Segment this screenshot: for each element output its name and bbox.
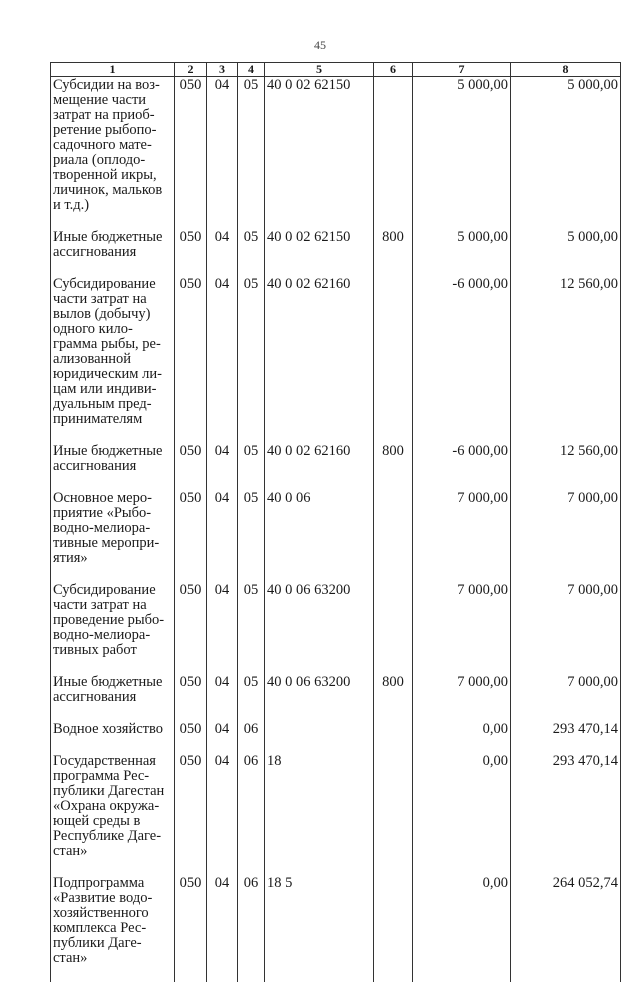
spacer-cell	[413, 966, 511, 982]
spacer-cell	[374, 566, 413, 582]
spacer-cell	[51, 966, 175, 982]
row-name: Субсидирование части затрат на проведение рыбо- водно-мелиора- тивных работ	[51, 582, 175, 658]
spacer-cell	[175, 260, 207, 276]
table-body	[51, 77, 621, 982]
row-subsection-code: 05	[238, 490, 265, 566]
row-ministry-code: 050	[175, 229, 207, 260]
spacer-cell	[374, 260, 413, 276]
spacer-cell	[51, 705, 175, 721]
row-total-amount: 7 000,00	[511, 490, 621, 566]
spacer-cell	[413, 566, 511, 582]
row-section-code: 04	[207, 674, 238, 705]
spacer-cell	[511, 859, 621, 875]
spacer-cell	[413, 705, 511, 721]
header-col-6: 6	[374, 63, 413, 77]
row-total-amount: 293 470,14	[511, 721, 621, 737]
table-row	[51, 753, 621, 859]
spacer-cell	[374, 213, 413, 229]
row-change-amount: -6 000,00	[413, 276, 511, 427]
row-subsection-code: 06	[238, 721, 265, 737]
table-row	[51, 229, 621, 260]
row-change-amount: 0,00	[413, 875, 511, 966]
spacer-cell	[207, 966, 238, 982]
spacer-cell	[413, 859, 511, 875]
row-total-amount: 7 000,00	[511, 582, 621, 658]
row-target-article: 18 5	[265, 875, 374, 966]
header-col-7: 7	[413, 63, 511, 77]
spacer-cell	[511, 260, 621, 276]
row-subsection-code: 05	[238, 674, 265, 705]
row-expense-type: 800	[374, 443, 413, 474]
spacer-cell	[175, 705, 207, 721]
row-change-amount: 7 000,00	[413, 582, 511, 658]
spacer-cell	[175, 566, 207, 582]
spacer-cell	[374, 859, 413, 875]
spacer-cell	[175, 966, 207, 982]
row-subsection-code: 05	[238, 276, 265, 427]
row-spacer	[51, 260, 621, 276]
row-expense-type	[374, 753, 413, 859]
row-section-code: 04	[207, 276, 238, 427]
row-ministry-code: 050	[175, 582, 207, 658]
spacer-cell	[511, 474, 621, 490]
row-spacer	[51, 859, 621, 875]
spacer-cell	[265, 658, 374, 674]
table-row	[51, 443, 621, 474]
row-subsection-code: 05	[238, 229, 265, 260]
row-name: Водное хозяйство	[51, 721, 175, 737]
row-spacer	[51, 474, 621, 490]
spacer-cell	[413, 427, 511, 443]
row-ministry-code: 050	[175, 875, 207, 966]
row-target-article: 40 0 02 62150	[265, 229, 374, 260]
spacer-cell	[238, 859, 265, 875]
spacer-cell	[207, 859, 238, 875]
row-ministry-code: 050	[175, 490, 207, 566]
spacer-cell	[413, 737, 511, 753]
row-name: Иные бюджетные ассигнования	[51, 674, 175, 705]
row-expense-type: 800	[374, 674, 413, 705]
row-spacer	[51, 705, 621, 721]
spacer-cell	[51, 213, 175, 229]
spacer-cell	[265, 566, 374, 582]
spacer-cell	[413, 213, 511, 229]
row-change-amount: 7 000,00	[413, 490, 511, 566]
row-total-amount: 5 000,00	[511, 229, 621, 260]
table-row	[51, 582, 621, 658]
spacer-cell	[207, 474, 238, 490]
row-subsection-code: 05	[238, 582, 265, 658]
budget-table	[50, 62, 621, 982]
row-total-amount: 293 470,14	[511, 753, 621, 859]
row-subsection-code: 06	[238, 875, 265, 966]
row-spacer	[51, 658, 621, 674]
spacer-cell	[238, 658, 265, 674]
table-row	[51, 77, 621, 214]
spacer-cell	[265, 966, 374, 982]
row-change-amount: -6 000,00	[413, 443, 511, 474]
row-expense-type	[374, 582, 413, 658]
row-target-article: 40 0 02 62160	[265, 443, 374, 474]
spacer-cell	[238, 474, 265, 490]
spacer-cell	[51, 260, 175, 276]
header-col-4: 4	[238, 63, 265, 77]
spacer-cell	[511, 566, 621, 582]
header-col-5: 5	[265, 63, 374, 77]
row-name: Иные бюджетные ассигнования	[51, 229, 175, 260]
spacer-cell	[238, 260, 265, 276]
spacer-cell	[265, 213, 374, 229]
row-change-amount: 7 000,00	[413, 674, 511, 705]
spacer-cell	[238, 566, 265, 582]
row-expense-type	[374, 490, 413, 566]
spacer-cell	[207, 260, 238, 276]
spacer-cell	[265, 859, 374, 875]
row-name: Подпрограмма «Развитие водо- хозяйственного комплекса Рес- публики Даге- стан»	[51, 875, 175, 966]
table-header-row	[51, 63, 621, 77]
row-target-article: 40 0 02 62160	[265, 276, 374, 427]
spacer-cell	[238, 213, 265, 229]
spacer-cell	[175, 658, 207, 674]
spacer-cell	[511, 658, 621, 674]
spacer-cell	[175, 213, 207, 229]
row-spacer	[51, 966, 621, 982]
spacer-cell	[374, 737, 413, 753]
spacer-cell	[238, 737, 265, 753]
row-section-code: 04	[207, 582, 238, 658]
row-section-code: 04	[207, 875, 238, 966]
row-expense-type	[374, 276, 413, 427]
spacer-cell	[51, 658, 175, 674]
spacer-cell	[175, 859, 207, 875]
row-target-article: 40 0 06	[265, 490, 374, 566]
header-col-2: 2	[175, 63, 207, 77]
row-name: Субсидии на воз- мещение части затрат на приоб- ретение рыбопо- садочного мате- риала (оплодо- творенной икры, личинок, мальков и т.д.)	[51, 77, 175, 214]
row-expense-type: 800	[374, 229, 413, 260]
row-subsection-code: 05	[238, 443, 265, 474]
row-section-code: 04	[207, 490, 238, 566]
spacer-cell	[413, 658, 511, 674]
row-target-article: 40 0 06 63200	[265, 674, 374, 705]
spacer-cell	[265, 260, 374, 276]
row-ministry-code: 050	[175, 753, 207, 859]
row-name: Иные бюджетные ассигнования	[51, 443, 175, 474]
spacer-cell	[238, 966, 265, 982]
row-total-amount: 264 052,74	[511, 875, 621, 966]
row-expense-type	[374, 721, 413, 737]
header-col-3: 3	[207, 63, 238, 77]
spacer-cell	[265, 427, 374, 443]
spacer-cell	[374, 427, 413, 443]
row-subsection-code: 06	[238, 753, 265, 859]
row-spacer	[51, 427, 621, 443]
spacer-cell	[265, 474, 374, 490]
spacer-cell	[374, 705, 413, 721]
row-ministry-code: 050	[175, 721, 207, 737]
row-spacer	[51, 737, 621, 753]
spacer-cell	[207, 427, 238, 443]
spacer-cell	[238, 427, 265, 443]
spacer-cell	[51, 427, 175, 443]
table-row	[51, 875, 621, 966]
spacer-cell	[207, 213, 238, 229]
table-row	[51, 674, 621, 705]
spacer-cell	[374, 474, 413, 490]
row-total-amount: 7 000,00	[511, 674, 621, 705]
spacer-cell	[175, 427, 207, 443]
spacer-cell	[175, 737, 207, 753]
row-ministry-code: 050	[175, 674, 207, 705]
row-target-article: 40 0 06 63200	[265, 582, 374, 658]
header-col-1: 1	[51, 63, 175, 77]
row-section-code: 04	[207, 77, 238, 214]
spacer-cell	[511, 737, 621, 753]
spacer-cell	[51, 474, 175, 490]
row-subsection-code: 05	[238, 77, 265, 214]
row-ministry-code: 050	[175, 443, 207, 474]
row-section-code: 04	[207, 721, 238, 737]
spacer-cell	[511, 213, 621, 229]
page-number: 45	[0, 38, 640, 53]
row-spacer	[51, 566, 621, 582]
spacer-cell	[51, 566, 175, 582]
row-target-article: 40 0 02 62150	[265, 77, 374, 214]
row-ministry-code: 050	[175, 276, 207, 427]
row-name: Основное меро- приятие «Рыбо- водно-мелиора- тивные меропри- ятия»	[51, 490, 175, 566]
spacer-cell	[374, 966, 413, 982]
spacer-cell	[207, 658, 238, 674]
row-total-amount: 12 560,00	[511, 443, 621, 474]
spacer-cell	[207, 737, 238, 753]
row-section-code: 04	[207, 229, 238, 260]
table-row	[51, 721, 621, 737]
spacer-cell	[511, 427, 621, 443]
row-change-amount: 5 000,00	[413, 77, 511, 214]
spacer-cell	[265, 705, 374, 721]
spacer-cell	[265, 737, 374, 753]
row-total-amount: 12 560,00	[511, 276, 621, 427]
spacer-cell	[413, 260, 511, 276]
row-change-amount: 5 000,00	[413, 229, 511, 260]
row-spacer	[51, 213, 621, 229]
spacer-cell	[207, 705, 238, 721]
table-row	[51, 276, 621, 427]
spacer-cell	[51, 859, 175, 875]
row-target-article: 18	[265, 753, 374, 859]
spacer-cell	[413, 474, 511, 490]
spacer-cell	[511, 705, 621, 721]
row-target-article	[265, 721, 374, 737]
table-row	[51, 490, 621, 566]
row-total-amount: 5 000,00	[511, 77, 621, 214]
row-name: Государственная программа Рес- публики Дагестан «Охрана окружа- ющей среды в Республике Даге- стан»	[51, 753, 175, 859]
row-ministry-code: 050	[175, 77, 207, 214]
row-section-code: 04	[207, 753, 238, 859]
header-col-8: 8	[511, 63, 621, 77]
spacer-cell	[207, 566, 238, 582]
row-section-code: 04	[207, 443, 238, 474]
row-expense-type	[374, 77, 413, 214]
row-name: Субсидирование части затрат на вылов (добычу) одного кило- грамма рыбы, ре- ализованной юридическим ли- цам или индиви- дуальным пред- принимателям	[51, 276, 175, 427]
row-change-amount: 0,00	[413, 721, 511, 737]
spacer-cell	[374, 658, 413, 674]
spacer-cell	[51, 737, 175, 753]
row-change-amount: 0,00	[413, 753, 511, 859]
row-expense-type	[374, 875, 413, 966]
spacer-cell	[175, 474, 207, 490]
spacer-cell	[511, 966, 621, 982]
spacer-cell	[238, 705, 265, 721]
